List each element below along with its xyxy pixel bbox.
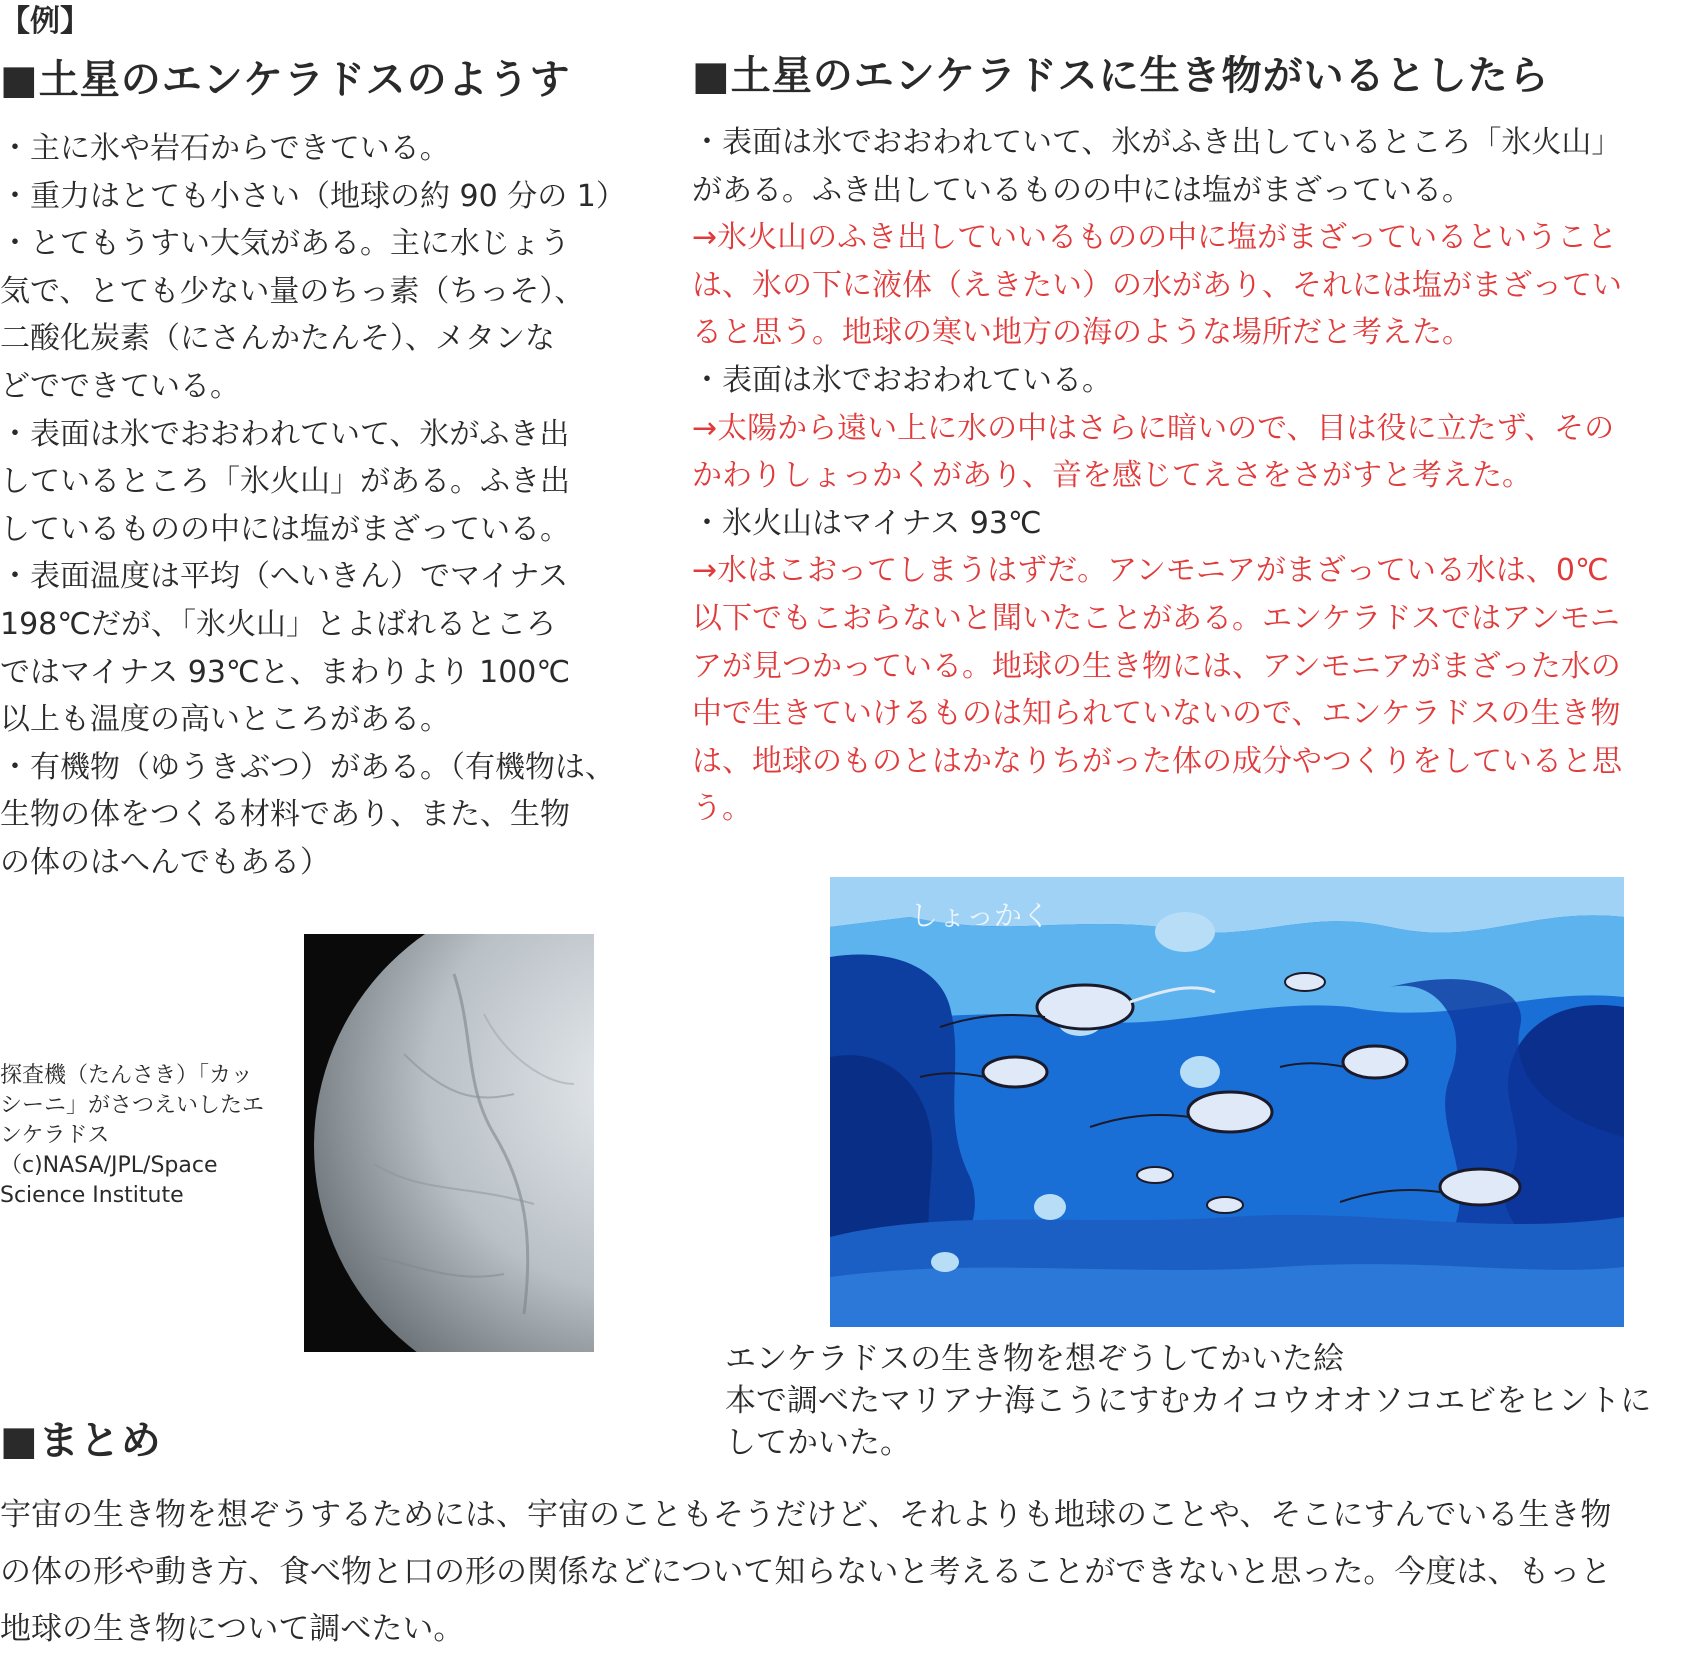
example-tag: 【例】 — [0, 4, 90, 39]
left-body-line: ・とてもうすい大気がある。主に水じょう — [0, 226, 570, 262]
ocean-scene — [830, 877, 1624, 1327]
summary-body — [0, 1487, 1611, 1658]
left-body-line: の体のはへんでもある） — [0, 844, 330, 880]
amphipod-8 — [1285, 973, 1325, 991]
right-heading: ■土星のエンケラドスに生き物がいるとしたら — [692, 53, 1550, 99]
amphipod-6 — [1137, 1167, 1173, 1183]
enceladus-photo — [304, 934, 594, 1352]
left-body-line: ・主に氷や岩石からできている。 — [0, 131, 450, 166]
left-body-line: どでできている。 — [0, 368, 240, 404]
photo-caption-line: 探査機（たんさき）「カッ — [0, 1063, 253, 1088]
right-body-line: は、地球のものとはかなりちがった体の成分やつくりをしていると思 — [692, 743, 1622, 779]
amphipod-7 — [1207, 1197, 1243, 1213]
illustration-caption — [725, 1338, 1651, 1464]
right-body-line: は、氷の下に液体（えきたい）の水があり、それには塩がまざってい — [692, 267, 1622, 303]
right-body-line: ・氷火山はマイナス 93℃ — [692, 505, 1042, 541]
illustration-caption-line: してかいた。 — [725, 1425, 911, 1461]
summary-heading: ■まとめ — [0, 1418, 162, 1464]
illustration-caption-line: エンケラドスの生き物を想ぞうしてかいた絵 — [725, 1341, 1345, 1377]
left-body-line: 気で、とても少ない量のちっ素（ちっそ）、 — [0, 273, 585, 309]
left-body — [0, 125, 626, 887]
right-body — [692, 119, 1622, 833]
creature-illustration — [830, 877, 1624, 1327]
right-body-line: →氷火山のふき出していいるものの中に塩がまざっているということ — [692, 220, 1618, 256]
left-body-line: ・重力はとても小さい（地球の約 90 分の 1） — [0, 178, 626, 214]
summary-line: 地球の生き物について調べたい。 — [0, 1611, 465, 1647]
right-body-line: かわりしょっかくがあり、音を感じてえさをさがすと考えた。 — [692, 458, 1532, 494]
right-body-line: 以下でもこおらないと聞いたことがある。エンケラドスではアンモニ — [692, 600, 1620, 636]
right-body-line: がある。ふき出しているものの中には塩がまざっている。 — [692, 172, 1472, 208]
left-body-line: 二酸化炭素（にさんかたんそ）、メタンな — [0, 321, 555, 357]
right-body-line: ・表面は氷でおおわれている。 — [692, 362, 1112, 398]
right-body-line: ると思う。地球の寒い地方の海のような場所だと考えた。 — [692, 315, 1472, 351]
left-heading: ■土星のエンケラドスのようす — [0, 57, 571, 103]
photo-caption-line: （c)NASA/JPL/Space — [0, 1153, 218, 1178]
summary-line: の体の形や動き方、食べ物と口の形の関係などについて知らないと考えることができないと思った。今度は、もっと — [0, 1554, 1612, 1590]
left-body-line: しているところ「氷火山」がある。ふき出 — [0, 464, 570, 500]
left-body-line: 生物の体をつくる材料であり、また、生物 — [0, 797, 570, 833]
left-body-line: 198℃だが、「氷火山」とよばれるところ — [0, 606, 556, 642]
right-body-line: →水はこおってしまうはずだ。アンモニアがまざっている水は、0℃ — [692, 553, 1609, 589]
left-body-line: ・表面は氷でおおわれていて、氷がふき出 — [0, 416, 570, 452]
enceladus-image — [304, 934, 594, 1352]
photo-caption-line: シーニ」がさつえいしたエ — [0, 1093, 265, 1118]
illustration-caption-line: 本で調べたマリアナ海こうにすむカイコウオオソコエビをヒントに — [725, 1383, 1652, 1419]
right-body-line: 中で生きていけるものは知られていないので、エンケラドスの生き物 — [692, 696, 1621, 732]
left-body-line: ではマイナス 93℃と、まわりより 100℃ — [0, 654, 571, 690]
summary-line: 宇宙の生き物を想ぞうするためには、宇宙のこともそうだけど、それよりも地球のことや、そこにすんでいる生き物 — [0, 1497, 1612, 1533]
right-body-line: →太陽から遠い上に水の中はさらに暗いので、目は役に立たず、その — [692, 410, 1615, 446]
left-body-line: 以上も温度の高いところがある。 — [0, 702, 450, 738]
photo-caption-line: Science Institute — [0, 1183, 184, 1208]
right-body-line: う。 — [692, 791, 752, 827]
left-body-line: しているものの中には塩がまざっている。 — [0, 511, 570, 547]
right-body-line: ・表面は氷でおおわれていて、氷がふき出しているところ「氷火山」 — [692, 125, 1622, 160]
photo-caption-line: ンケラドス — [0, 1123, 110, 1148]
left-body-line: ・表面温度は平均（へいきん）でマイナス — [0, 559, 569, 595]
left-body-line: ・有機物（ゆうきぶつ）がある。（有機物は、 — [0, 749, 615, 785]
photo-caption — [0, 1061, 264, 1211]
antenna-label: しょっかく — [910, 899, 1051, 932]
right-body-line: アが見つかっている。地球の生き物には、アンモニアがまざった水の — [692, 648, 1621, 684]
